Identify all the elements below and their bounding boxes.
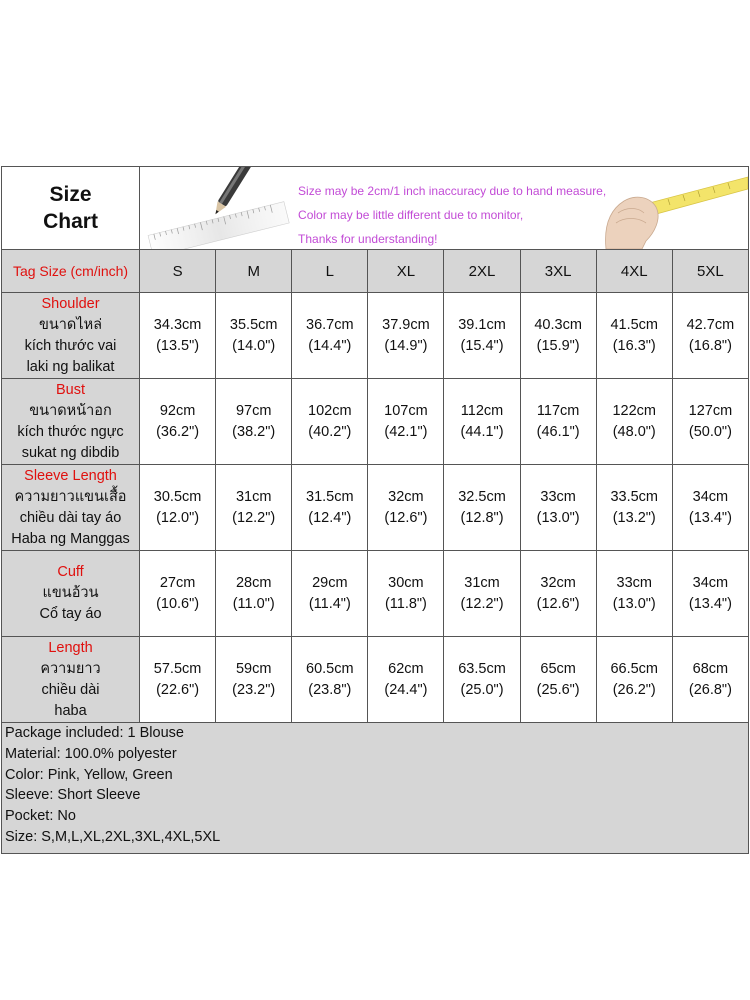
- size-header-cell: S: [140, 250, 216, 293]
- measurement-translation: sukat ng dibdib: [21, 444, 120, 461]
- measurement-label: [2, 293, 140, 379]
- value-inch: (12.2"): [232, 509, 276, 526]
- value-inch: (48.0"): [612, 423, 656, 440]
- product-info-line: Package included: 1 Blouse: [5, 725, 184, 741]
- size-header-cell: L: [292, 250, 368, 293]
- value-inch: (16.8"): [688, 337, 732, 354]
- value-cm: 112cm: [460, 402, 504, 419]
- value-cm: 65cm: [540, 660, 576, 677]
- value-cm: 68cm: [692, 660, 729, 677]
- value-inch: (10.6"): [156, 595, 200, 612]
- tag-size-row: [2, 250, 749, 293]
- measurement-value-cell: [292, 465, 368, 551]
- value-cm: 62cm: [388, 660, 424, 677]
- measurement-row: [2, 551, 749, 637]
- chart-title-line2: Chart: [43, 210, 98, 233]
- value-cm: 57.5cm: [153, 660, 202, 677]
- measurement-label: [2, 465, 140, 551]
- measurement-value-cell: [520, 637, 596, 723]
- value-cm: 66.5cm: [610, 660, 659, 677]
- measurement-value-cell: [596, 293, 672, 379]
- size-header-cell: XL: [368, 250, 444, 293]
- measurement-label: [2, 551, 140, 637]
- measurement-value-cell: [368, 637, 444, 723]
- value-cm: 37.9cm: [382, 316, 430, 333]
- value-inch: (14.0"): [232, 337, 276, 354]
- value-inch: (40.2"): [308, 423, 352, 440]
- measurement-value-cell: [216, 551, 292, 637]
- value-cm: 29cm: [312, 574, 348, 591]
- value-inch: (13.4"): [688, 595, 732, 612]
- measurement-value-cell: [444, 637, 520, 723]
- value-inch: (22.6"): [156, 681, 200, 698]
- size-header-cell: 5XL: [672, 250, 748, 293]
- measurement-value-cell: [292, 637, 368, 723]
- value-cm: 39.1cm: [458, 316, 506, 333]
- product-info-line: Material: 100.0% polyester: [5, 745, 177, 762]
- value-cm: 32cm: [540, 574, 576, 591]
- measurement-row: [2, 293, 749, 379]
- measurement-value-cell: [368, 465, 444, 551]
- value-cm: 59cm: [235, 660, 272, 677]
- measurement-value-cell: [368, 293, 444, 379]
- value-cm: 30cm: [388, 574, 424, 591]
- measurement-value-cell: [520, 293, 596, 379]
- size-header-cell: 3XL: [520, 250, 596, 293]
- value-inch: (12.6"): [536, 595, 580, 612]
- value-inch: (26.8"): [688, 681, 732, 698]
- measurement-value-cell: [672, 293, 748, 379]
- measurement-value-cell: [368, 379, 444, 465]
- value-inch: (25.0"): [460, 681, 504, 698]
- value-inch: (46.1"): [536, 423, 580, 440]
- product-info-line: Sleeve: Short Sleeve: [5, 787, 141, 804]
- value-cm: 102cm: [308, 402, 352, 419]
- measurement-translation: kích thước vai: [24, 337, 117, 354]
- value-cm: 40.3cm: [534, 316, 582, 333]
- value-inch: (14.9"): [384, 337, 428, 354]
- measurement-translation: Cổ tay áo: [39, 606, 102, 622]
- value-cm: 31.5cm: [306, 488, 354, 505]
- value-cm: 33cm: [540, 488, 576, 505]
- measurement-value-cell: [216, 637, 292, 723]
- value-inch: (15.9"): [536, 337, 580, 354]
- measurement-name: Shoulder: [41, 295, 100, 312]
- value-inch: (13.0"): [536, 509, 580, 526]
- value-cm: 30.5cm: [153, 488, 202, 505]
- measurement-name: Length: [48, 639, 93, 656]
- note-color-monitor: Color may be little different due to monitor,: [298, 208, 524, 222]
- value-inch: (26.2"): [612, 681, 656, 698]
- value-inch: (12.6"): [384, 509, 428, 526]
- measurement-value-cell: [368, 551, 444, 637]
- measurement-row: [2, 379, 749, 465]
- value-inch: (36.2"): [156, 423, 200, 440]
- value-inch: (12.0"): [156, 509, 200, 526]
- value-cm: 28cm: [235, 574, 272, 591]
- measurement-value-cell: [216, 293, 292, 379]
- value-inch: (12.4"): [308, 509, 352, 526]
- measurement-value-cell: [672, 637, 748, 723]
- value-inch: (12.2"): [460, 595, 504, 612]
- value-inch: (44.1"): [460, 423, 504, 440]
- value-cm: 31cm: [235, 488, 272, 505]
- measurement-value-cell: [672, 465, 748, 551]
- value-inch: (14.4"): [308, 337, 352, 354]
- measurement-name: Sleeve Length: [24, 467, 117, 484]
- value-inch: (13.0"): [612, 595, 656, 612]
- measurement-value-cell: [672, 551, 748, 637]
- measurement-value-cell: [140, 293, 216, 379]
- value-cm: 127cm: [688, 402, 733, 419]
- value-inch: (12.8"): [460, 509, 504, 526]
- measurement-label: [2, 379, 140, 465]
- measurement-translation: ความยาว: [40, 660, 101, 677]
- measurement-value-cell: [444, 465, 520, 551]
- product-info-line: Color: Pink, Yellow, Green: [5, 766, 173, 783]
- chart-title: [2, 167, 140, 250]
- value-inch: (11.8"): [384, 595, 427, 612]
- measurement-row: [2, 637, 749, 723]
- tag-size-label: Tag Size (cm/inch): [2, 250, 140, 293]
- note-hand-measure: Size may be 2cm/1 inch inaccuracy due to hand measure,: [298, 184, 607, 198]
- product-info: [2, 723, 749, 854]
- value-cm: 34cm: [692, 574, 729, 591]
- value-cm: 42.7cm: [686, 316, 735, 333]
- size-header-cell: 2XL: [444, 250, 520, 293]
- value-inch: (13.2"): [612, 509, 656, 526]
- measurement-value-cell: [596, 551, 672, 637]
- value-inch: (42.1"): [384, 423, 428, 440]
- measurement-translation: haba: [54, 702, 87, 719]
- value-cm: 33.5cm: [610, 488, 659, 505]
- measurement-translation: แขนอ้วน: [42, 585, 99, 601]
- measurement-name: Bust: [56, 381, 86, 398]
- measurement-value-cell: [520, 379, 596, 465]
- value-cm: 34.3cm: [153, 316, 202, 333]
- measurement-value-cell: [444, 293, 520, 379]
- value-cm: 63.5cm: [458, 660, 506, 677]
- measurement-value-cell: [596, 637, 672, 723]
- disclaimer-banner: [140, 167, 749, 250]
- measurement-value-cell: [140, 551, 216, 637]
- value-cm: 32cm: [388, 488, 424, 505]
- value-cm: 33cm: [616, 574, 652, 591]
- size-header-cell: 4XL: [596, 250, 672, 293]
- disclaimer-notes: [298, 179, 606, 249]
- size-chart-table: [1, 166, 749, 854]
- measurement-value-cell: [596, 379, 672, 465]
- measurement-translation: Haba ng Manggas: [11, 530, 130, 547]
- pencil-ruler-icon: [140, 167, 290, 249]
- measurement-translation: kích thước ngực: [17, 423, 124, 440]
- measurement-value-cell: [596, 465, 672, 551]
- measurement-translation: ขนาดไหล่: [38, 316, 103, 333]
- measurement-name: Cuff: [57, 564, 84, 580]
- measurement-label: [2, 637, 140, 723]
- value-cm: 35.5cm: [229, 316, 278, 333]
- value-inch: (13.4"): [688, 509, 732, 526]
- measurement-value-cell: [292, 293, 368, 379]
- measurement-translation: laki ng balikat: [26, 358, 115, 375]
- measurement-value-cell: [444, 551, 520, 637]
- hand-measuring-tape-icon: [598, 167, 748, 249]
- measurement-value-cell: [520, 465, 596, 551]
- measurement-value-cell: [140, 379, 216, 465]
- measurement-translation: chiều dài: [41, 681, 100, 698]
- chart-title-line1: Size: [49, 183, 92, 206]
- measurement-value-cell: [216, 465, 292, 551]
- value-inch: (38.2"): [232, 423, 276, 440]
- measurement-translation: ขนาดหน้าอก: [29, 402, 112, 419]
- value-cm: 60.5cm: [306, 660, 354, 677]
- measurement-value-cell: [292, 551, 368, 637]
- value-inch: (16.3"): [612, 337, 656, 354]
- value-cm: 32.5cm: [458, 488, 506, 505]
- value-cm: 97cm: [235, 402, 272, 419]
- value-cm: 27cm: [159, 574, 196, 591]
- measurement-value-cell: [672, 379, 748, 465]
- value-inch: (15.4"): [460, 337, 504, 354]
- value-inch: (23.8"): [308, 681, 352, 698]
- product-info-line: Pocket: No: [5, 808, 76, 825]
- value-inch: (11.4"): [308, 595, 351, 612]
- value-cm: 122cm: [612, 402, 656, 419]
- header-row: [2, 167, 749, 250]
- measurement-value-cell: [140, 465, 216, 551]
- value-inch: (25.6"): [536, 681, 580, 698]
- value-inch: (23.2"): [232, 681, 276, 698]
- measurement-value-cell: [140, 637, 216, 723]
- value-cm: 31cm: [464, 574, 500, 591]
- value-cm: 34cm: [692, 488, 729, 505]
- measurement-value-cell: [520, 551, 596, 637]
- measurement-value-cell: [444, 379, 520, 465]
- value-cm: 36.7cm: [306, 316, 354, 333]
- note-thanks: Thanks for understanding!: [298, 232, 438, 246]
- value-cm: 107cm: [384, 402, 428, 419]
- product-info-line: Size: S,M,L,XL,2XL,3XL,4XL,5XL: [5, 828, 221, 845]
- value-inch: (50.0"): [688, 423, 732, 440]
- value-cm: 92cm: [159, 402, 196, 419]
- value-cm: 117cm: [536, 402, 580, 419]
- measurement-value-cell: [292, 379, 368, 465]
- value-inch: (13.5"): [156, 337, 200, 354]
- value-inch: (24.4"): [384, 681, 428, 698]
- value-cm: 41.5cm: [610, 316, 659, 333]
- product-info-row: [2, 723, 749, 854]
- size-header-cell: M: [216, 250, 292, 293]
- measurement-value-cell: [216, 379, 292, 465]
- measurement-row: [2, 465, 749, 551]
- value-inch: (11.0"): [232, 595, 275, 612]
- measurement-translation: ความยาวแขนเสื้อ: [14, 488, 127, 505]
- measurement-translation: chiều dài tay áo: [19, 509, 122, 526]
